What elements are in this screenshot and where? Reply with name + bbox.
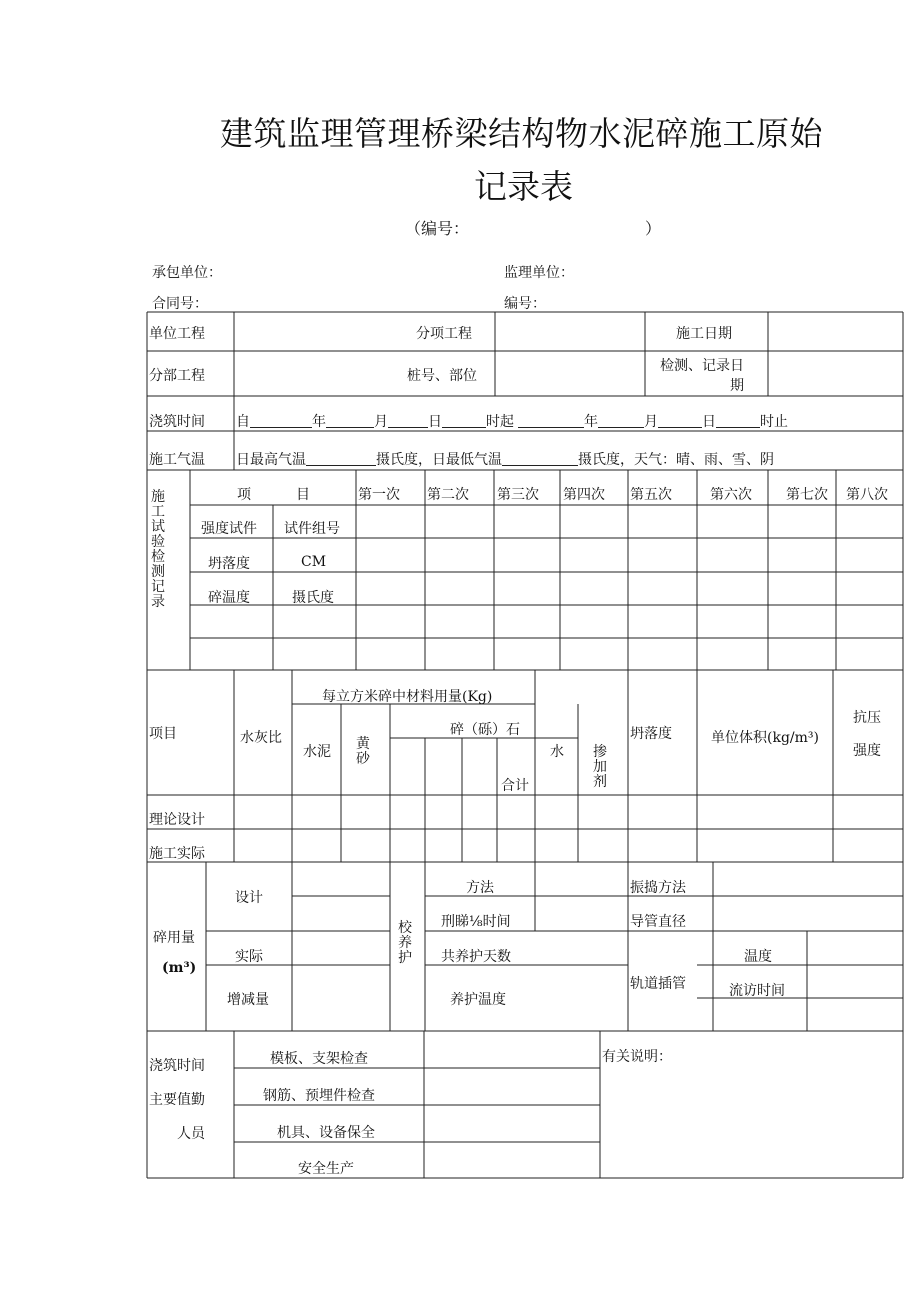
number-label: 编号： xyxy=(504,296,546,312)
row-slump-unit: CM xyxy=(301,554,327,570)
col-1: 第一次 xyxy=(358,487,400,503)
notes-label: 有关说明： xyxy=(602,1049,672,1065)
mix-stone-label: 碎（砾）石 xyxy=(450,722,520,738)
col-3: 第三次 xyxy=(497,487,539,503)
code-close: ） xyxy=(645,219,662,238)
cure-days-label: 共养护天数 xyxy=(441,949,511,965)
staff-label-3: 人员 xyxy=(177,1126,205,1142)
mix-cement-label: 水泥 xyxy=(303,744,331,760)
staff-label-1: 浇筑时间 xyxy=(149,1058,205,1074)
usage-label: 碎用量 xyxy=(153,930,195,946)
staff-item-safety: 安全生产 xyxy=(298,1161,354,1177)
staff-item-equipment: 机具、设备保全 xyxy=(277,1125,375,1141)
mix-unit-weight-label: 单位体积(kg/m³) xyxy=(711,730,819,746)
pt-year: 年 xyxy=(312,414,326,430)
work-date-label: 施工日期 xyxy=(676,326,732,342)
test-date-label-2: 期 xyxy=(730,378,744,394)
track-temp-label: 温度 xyxy=(744,949,772,965)
mix-strength-label-2: 强度 xyxy=(853,743,881,759)
unit-project-label: 单位工程 xyxy=(149,326,205,342)
pt-from: 自 xyxy=(236,414,250,430)
mix-actual-label: 施工实际 xyxy=(149,846,205,862)
mix-admix-label: 掺 加 剂 xyxy=(593,744,607,790)
code-line xyxy=(405,216,661,239)
row-strength-unit: 试件组号 xyxy=(284,521,340,537)
title-line-1: 建筑监理管理桥梁结构物水泥碎施工原始 xyxy=(220,114,823,153)
supervisor-label: 监理单位： xyxy=(504,265,574,281)
contract-no-label: 合同号： xyxy=(152,296,208,312)
col-7: 第七次 xyxy=(786,487,828,503)
pt-day-2: 日 xyxy=(702,414,716,430)
test-side-label: 施 工 试 验 检 测 记 录 xyxy=(151,489,165,610)
col-8: 第八次 xyxy=(846,487,888,503)
pour-time-range xyxy=(236,411,788,431)
track-pipe-label: 轨道插管 xyxy=(630,976,686,992)
test-date-label-1: 检测、记录日 xyxy=(660,358,744,374)
temperature-line xyxy=(236,449,774,469)
pour-time-label: 浇筑时间 xyxy=(149,414,205,430)
usage-actual-label: 实际 xyxy=(235,949,263,965)
test-item-label-b: 目 xyxy=(296,487,310,503)
mix-slump-label: 坍落度 xyxy=(630,726,672,742)
pt-start: 时起 xyxy=(486,414,514,430)
pt-month: 月 xyxy=(374,414,388,430)
temperature-label: 施工气温 xyxy=(149,452,205,468)
pipe-diameter-label: 导管直径 xyxy=(630,914,686,930)
col-2: 第二次 xyxy=(427,487,469,503)
title-line-2: 记录表 xyxy=(474,167,573,206)
usage-design-label: 设计 xyxy=(235,890,263,906)
code-label: （编号： xyxy=(405,219,470,238)
col-6: 第六次 xyxy=(710,487,752,503)
row-strength-name: 强度试件 xyxy=(201,521,257,537)
staff-item-rebar: 钢筋、预埋件检查 xyxy=(263,1088,375,1104)
mix-item-label: 项目 xyxy=(149,726,177,742)
test-item-label-a: 项 xyxy=(237,487,251,503)
temp-unit-2: 摄氏度，天气：晴、雨、雪、阴 xyxy=(578,452,774,468)
cure-temp-label: 养护温度 xyxy=(450,992,506,1008)
pt-day: 日 xyxy=(428,414,442,430)
cure-method-label: 方法 xyxy=(466,880,494,896)
col-4: 第四次 xyxy=(563,487,605,503)
staff-item-formwork: 模板、支架检查 xyxy=(270,1051,368,1067)
cure-side-label: 校 养 护 xyxy=(398,920,412,966)
visit-time-label: 流访时间 xyxy=(729,983,785,999)
pt-end: 时止 xyxy=(760,414,788,430)
mix-total-label: 合计 xyxy=(501,778,529,794)
mix-theory-label: 理论设计 xyxy=(149,812,205,828)
mix-water-label: 水 xyxy=(550,744,564,760)
cure-time-label: 刑睇⅛时间 xyxy=(441,914,511,930)
mix-sand-label: 黄 砂 xyxy=(356,736,370,767)
pt-month-2: 月 xyxy=(644,414,658,430)
contractor-label: 承包单位： xyxy=(152,265,222,281)
pile-label: 桩号、部位 xyxy=(407,368,477,384)
vibrate-method-label: 振捣方法 xyxy=(630,880,686,896)
col-5: 第五次 xyxy=(630,487,672,503)
temp-high: 日最高气温 xyxy=(236,452,306,468)
row-slump-name: 坍落度 xyxy=(208,556,250,572)
mix-wc-label: 水灰比 xyxy=(240,730,282,746)
temp-unit-1: 摄氏度，日最低气温 xyxy=(376,452,502,468)
pt-year-2: 年 xyxy=(584,414,598,430)
usage-diff-label: 增减量 xyxy=(227,992,269,1008)
usage-unit: (m³) xyxy=(162,960,197,976)
mix-per-m3-label: 每立方米碎中材料用量(Kg) xyxy=(322,689,493,705)
staff-label-2: 主要值勤 xyxy=(149,1092,205,1108)
row-temp-unit: 摄氏度 xyxy=(292,590,334,606)
mix-strength-label-1: 抗压 xyxy=(853,710,881,726)
division-label: 分部工程 xyxy=(149,368,205,384)
sub-item-label: 分项工程 xyxy=(416,326,472,342)
row-temp-name: 碎温度 xyxy=(208,590,250,606)
